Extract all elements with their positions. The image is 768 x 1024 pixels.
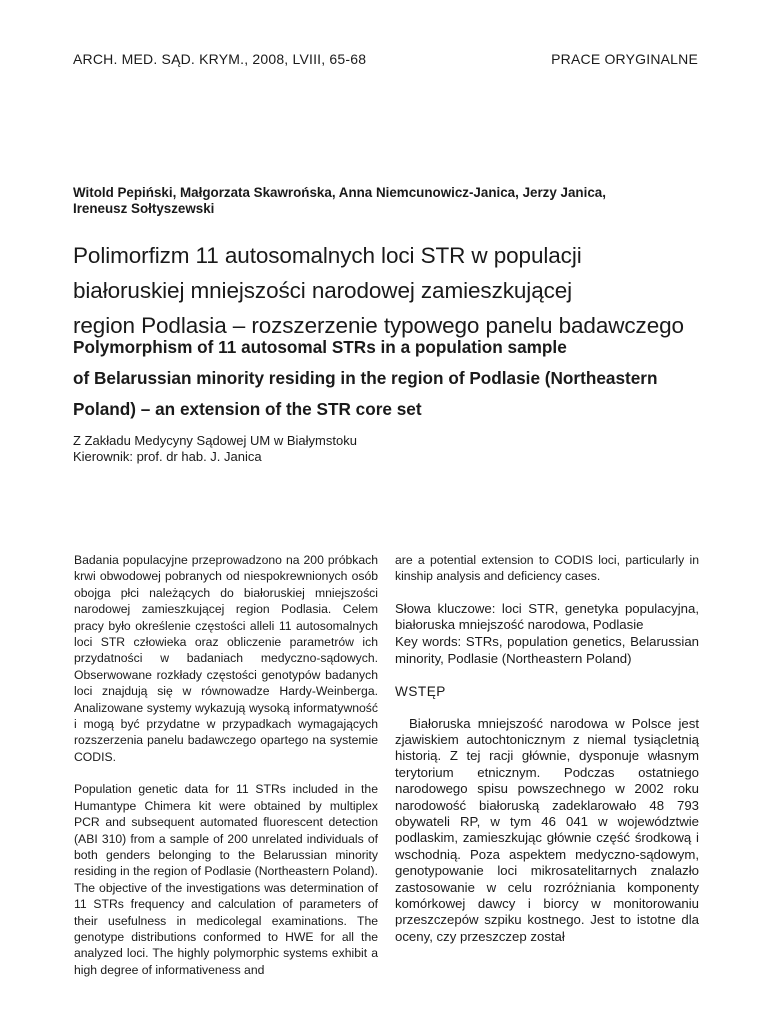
section-heading: WSTĘP: [395, 684, 446, 700]
authors-line-1: Witold Pepiński, Małgorzata Skawrońska, Anna Niemcunowicz-Janica, Jerzy Janica,: [73, 185, 606, 200]
affiliation-head: Kierownik: prof. dr hab. J. Janica: [73, 449, 262, 464]
title-pl-line: białoruskiej mniejszości narodowej zamieszkującej: [73, 278, 573, 303]
right-column: [395, 552, 699, 945]
left-column: [74, 552, 378, 978]
title-english: [73, 332, 713, 425]
title-polish: [73, 238, 713, 343]
title-pl-line: region Podlasia – rozszerzenie typowego panelu badawczego: [73, 313, 684, 338]
title-pl-line: Polimorfizm 11 autosomalnych loci STR w populacji: [73, 243, 582, 268]
keywords-polish: Słowa kluczowe: loci STR, genetyka populacyjna, białoruska mniejszość narodowa, Podlasie: [395, 600, 699, 633]
authors-line-2: Ireneusz Sołtyszewski: [73, 201, 215, 216]
intro-paragraph: Białoruska mniejszość narodowa w Polsce jest zjawiskiem autochtonicznym z niemal tysiącletnią historią. Z tej racji głównie, dysponuje własnym terytorium etnicznym. Podczas ostatniego narodowego spisu powszechnego w 2002 roku narodowość białoruską zadeklarowało 48 793 obywateli RP, w tym 46 041 w województwie podlaskim, zamieszkując głównie część środkową i wschodnią. Poza aspektem medyczno-sądowym, genotypowanie loci mikrosatelitarnych znalazło zastosowanie w celu rozróżniania komponenty komórkowej dawcy i biorcy w monitorowaniu przeszczepów szpiku kostnego. Jest to istotne dla oceny, czy przeszczep został: [395, 715, 699, 944]
abstract-english-continued: are a potential extension to CODIS loci, particularly in kinship analysis and deficiency cases.: [395, 553, 699, 584]
keywords-english: Key words: STRs, population genetics, Belarussian minority, Podlasie (Northeastern Poland): [395, 634, 699, 666]
title-en-line: of Belarussian minority residing in the region of Podlasie (Northeastern: [73, 368, 658, 388]
title-en-line: Poland) – an extension of the STR core set: [73, 399, 422, 419]
title-en-line: Polymorphism of 11 autosomal STRs in a population sample: [73, 337, 567, 357]
section-label: PRACE ORYGINALNE: [551, 51, 698, 67]
author-list: [73, 185, 693, 217]
affiliation-department: Z Zakładu Medycyny Sądowej UM w Białymstoku: [73, 433, 357, 448]
affiliation: [73, 433, 473, 465]
journal-reference: ARCH. MED. SĄD. KRYM., 2008, LVIII, 65-68: [73, 51, 367, 67]
abstract-english: Population genetic data for 11 STRs included in the Humantype Chimera kit were obtained by multiplex PCR and subsequent automated fluorescent detection (ABI 310) from a sample of 200 unrelated individuals of both genders belonging to the Belarussian minority residing in the region of Podlasie (Northeastern Poland). The objective of the investigations was determination of 11 STRs frequency and calculation of parameters of their usefulness in medicolegal examinations. The genotype distributions conformed to HWE for all the analyzed loci. The highly polymorphic systems exhibit a high degree of informativeness and: [74, 782, 378, 977]
abstract-polish: Badania populacyjne przeprowadzono na 200 próbkach krwi obwodowej pobranych od niespokrewnionych osób obojga płci należących do białoruskiej mniejszości narodowej zamieszkującej region Podlasia. Celem pracy było określenie częstości alleli 11 autosomalnych loci STR człowieka oraz obliczenie parametrów ich przydatności w badaniach medyczno-sądowych. Obserwowane rozkłady częstości genotypów badanych loci znajdują się w równowadze Hardy-Weinberga. Analizowane systemy wykazują wysoką informatywność i mogą być przydatne w przypadkach wymagających rozszerzenia panelu badawczego opartego na systemie CODIS.: [74, 553, 378, 764]
